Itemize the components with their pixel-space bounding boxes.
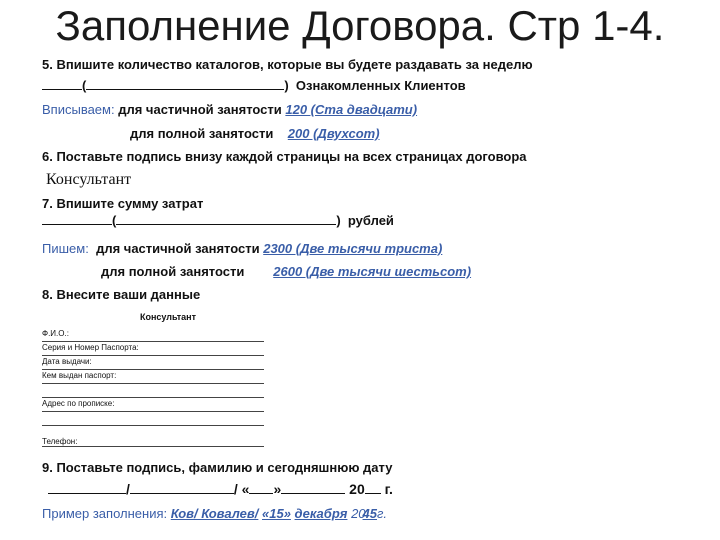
step5-full-value: 200 (Двухсот) [287, 126, 380, 141]
step5-blank-line: ( ) Ознакомленных Клиентов [42, 77, 466, 94]
step7-full-label: для полной занятости [101, 264, 245, 279]
step5-example-label: Вписываем: [42, 102, 115, 117]
step9-example-year-prefix: 20 [351, 506, 366, 521]
step7-instruction: 7. Впишите сумму затрат [42, 196, 204, 211]
step9-example-year-suffix: г. [377, 506, 388, 521]
step6-instruction: 6. Поставьте подпись внизу каждой страницы на всех страницах договора [42, 149, 527, 164]
step9-example-day: «15» [262, 506, 291, 521]
form-field [42, 384, 264, 398]
step9-date-close: » [273, 481, 282, 497]
step7-blank-short [42, 212, 112, 225]
step9-day-blank [249, 481, 273, 494]
step9-year-suffix: г. [384, 481, 393, 497]
step9-example-month: декабря [294, 506, 348, 521]
step9-blank-line: / / « » 20 г. [48, 481, 393, 497]
step5-partial-value: 120 (Ста двадцати) [285, 102, 418, 117]
step9-sign-blank [48, 481, 126, 494]
form-field: Ф.И.О.: [42, 328, 264, 342]
step9-date-open: « [241, 481, 250, 497]
step5-partial-label: для частичной занятости [118, 102, 282, 117]
step9-year-blank [365, 481, 381, 494]
consultant-form [42, 312, 264, 447]
step6-signature: Консультант [46, 171, 132, 188]
step9-example-year-digits: 45 [362, 506, 377, 521]
step9-surname-blank [130, 481, 234, 494]
step5-blank-short [42, 77, 82, 90]
step5-example-partial [42, 102, 417, 118]
step9-example-label: Пример заполнения: [42, 506, 168, 521]
step7-example-partial [42, 241, 442, 257]
step9-example-sign: Ков/ Ковалев/ [170, 506, 259, 521]
step7-blank-long [116, 212, 336, 225]
form-field [42, 412, 264, 426]
step9-year-prefix: 20 [349, 481, 365, 497]
form-field: Кем выдан паспорт: [42, 370, 264, 384]
step5-blank-suffix: Ознакомленных Клиентов [295, 78, 466, 93]
step8-instruction: 8. Внесите ваши данные [42, 287, 201, 302]
step7-full-value: 2600 (Две тысячи шестьсот) [273, 264, 472, 279]
step7-example-full [101, 264, 471, 280]
step7-example-label: Пишем: [42, 241, 89, 256]
step9-month-blank [281, 481, 345, 494]
step5-blank-long [86, 77, 284, 90]
step7-blank-line: ( ) рублей [42, 212, 394, 229]
form-field: Дата выдачи: [42, 356, 264, 370]
form-field: Телефон: [42, 426, 264, 447]
step5-instruction: 5. Впишите количество каталогов, которые вы будете раздавать за неделю [42, 57, 533, 72]
step7-blank-suffix: рублей [347, 213, 394, 228]
step7-partial-value: 2300 (Две тысячи триста) [263, 241, 443, 256]
form-field: Адрес по прописке: [42, 398, 264, 412]
page-title: Заполнение Договора. Стр 1-4. [55, 2, 665, 49]
step9-example [42, 506, 387, 522]
step5-example-full [130, 126, 380, 142]
step7-partial-label: для частичной занятости [96, 241, 260, 256]
form-field: Серия и Номер Паспорта: [42, 342, 264, 356]
step5-full-label: для полной занятости [130, 126, 274, 141]
form-header: Консультант [139, 312, 197, 322]
step9-instruction: 9. Поставьте подпись, фамилию и сегодняшнюю дату [42, 460, 393, 475]
